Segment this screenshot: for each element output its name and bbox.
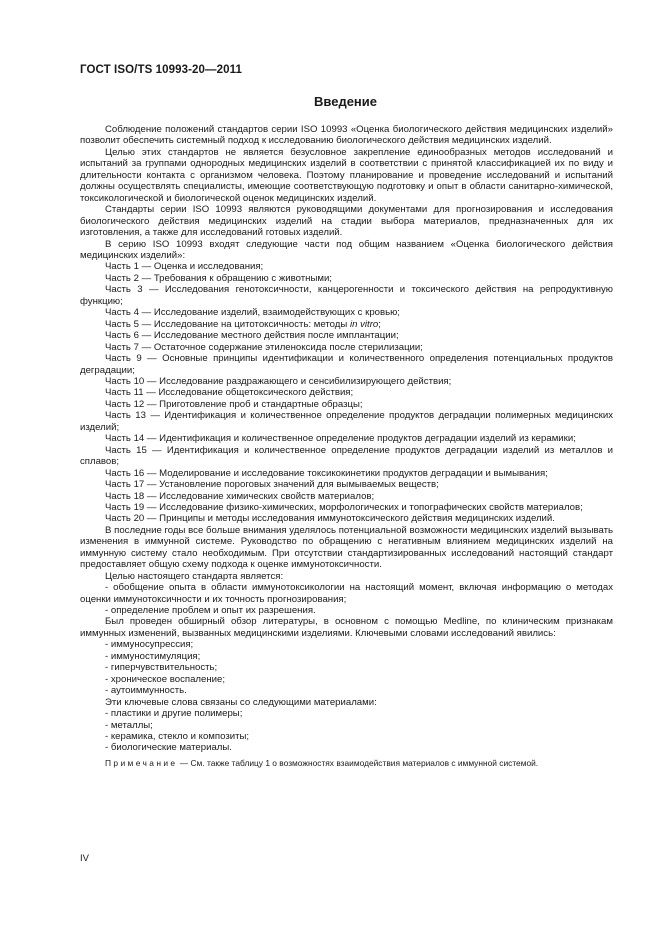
note-label: Примечание (105, 757, 178, 768)
paragraph: Часть 1 — Оценка и исследования; (105, 261, 264, 273)
paragraph: Часть 14 — Идентификация и количественное определение продуктов деградации изделий из керамики; (105, 433, 576, 445)
paragraph: Часть 6 — Исследование местного действия после имплантации; (105, 330, 399, 342)
page-number: IV (80, 853, 89, 864)
note-text: — См. также таблицу 1 о возможностях взаимодействия материалов с иммунной системой. (177, 757, 539, 768)
paragraph: - металлы; (105, 719, 153, 731)
paragraph: Часть 17 — Установление пороговых значений для вымываемых веществ; (105, 479, 439, 491)
section-title: Введение (314, 94, 377, 109)
paragraph: Часть 19 — Исследование физико-химических, морфологических и топографических свойств материалов; (105, 501, 583, 513)
paragraph: Часть 7 — Остаточное содержание этиленоксида после стерилизации; (105, 341, 423, 353)
paragraph: Часть 3 — Исследования генотоксичности, канцерогенности и токсического действия на репродуктивную функцию; (80, 284, 613, 307)
paragraph: Целью настоящего стандарта является: (105, 570, 284, 582)
paragraph: Стандарты серии ISO 10993 являются руководящими документами для прогнозирования и исследования биологического действия медицинских изделий на стадии выбора материалов, предназначенных для их изготовления, а также для исследований готовых изделий. (80, 204, 613, 239)
italic-term: in vitro (349, 318, 379, 330)
document-body (80, 124, 613, 769)
paragraph: - гиперчувствительность; (105, 662, 218, 674)
paragraph: Был проведен обширный обзор литературы, в основном с помощью Medline, по клиническим признакам иммунных изменений, вызванных медицинскими изделиями. Ключевыми словами исследований явились: (80, 616, 613, 639)
paragraph: Часть 18 — Исследование химических свойств материалов; (105, 490, 375, 502)
paragraph: - пластики и другие полимеры; (105, 708, 243, 720)
paragraph: Часть 15 — Идентификация и количественное определение продуктов деградации изделий из металлов и сплавов; (80, 444, 613, 468)
paragraph: Часть 9 — Основные принципы идентификации и количественного определения потенциальных продуктов деградации; (80, 353, 613, 376)
paragraph: Часть 20 — Принципы и методы исследования иммунотоксического действия медицинских изделий. (105, 513, 555, 525)
paragraph: Часть 2 — Требования к обращению с животными; (105, 272, 332, 284)
paragraph: - хроническое воспаление; (105, 673, 226, 685)
paragraph: - иммуносупрессия; (105, 639, 194, 651)
paragraph: Часть 16 — Моделирование и исследование токсикокинетики продуктов деградации и вымывания; (105, 467, 548, 479)
paragraph: Часть 4 — Исследование изделий, взаимодействующих с кровью; (105, 307, 400, 319)
paragraph: В последние годы все больше внимания уделялось потенциальной возможности медицинских изделий вызывать изменения в иммунной системе. Руководство по обращению с негативным влиянием медицинских изделий на иммунную систему стало необходимым. При отсутствии стандартизированных исследований настоящий стандарт предоставляет общую схему подхода к оценке иммунотоксичности. (80, 524, 613, 571)
document-header: ГОСТ ISO/TS 10993-20—2011 (80, 64, 242, 76)
paragraph: Целью этих стандартов не является безусловное закрепление единообразных методов исследований и испытаний за группами однородных медицинских изделий в соответствии с принятой классификацией их по виду и длительности контакта с организмом человека. Поэтому планирование и проведение исследований и испытаний должны осуществлять специалисты, имеющие соответствующую подготовку и опыт в области санитарно-химической, токсикологической и биологической оценок медицинских изделий. (80, 146, 613, 204)
paragraph: Эти ключевые слова связаны со следующими материалами: (105, 696, 377, 708)
paragraph: В серию ISO 10993 входят следующие части под общим названием «Оценка биологического действия медицинских изделий»: (80, 238, 613, 261)
paragraph: - обобщение опыта в области иммунотоксикологии на настоящий момент, включая информацию о методах оценки иммунотоксичности и их точность прогнозирования; (80, 582, 613, 605)
paragraph: - керамика, стекло и композиты; (105, 731, 250, 743)
paragraph: Часть 5 — Исследование на цитотоксичность: методы in vitro; (105, 318, 381, 330)
note (80, 758, 613, 769)
paragraph: - аутоиммунность. (105, 685, 187, 697)
paragraph: - биологические материалы. (105, 742, 232, 754)
paragraph: Часть 11 — Исследование общетоксического действия; (105, 387, 354, 399)
paragraph: Часть 13 — Идентификация и количественное определение продуктов деградации полимерных медицинских изделий; (80, 410, 613, 433)
paragraph: Часть 12 — Приготовление проб и стандартные образцы; (105, 398, 363, 410)
paragraph: - иммуностимуляция; (105, 650, 201, 662)
paragraph: - определение проблем и опыт их разрешения. (105, 605, 316, 617)
paragraph: Соблюдение положений стандартов серии ISO 10993 «Оценка биологического действия медицинских изделий» позволит обеспечить системный подход к исследованию биологического действия медицинских изделий. (80, 124, 613, 147)
paragraph: Часть 10 — Исследование раздражающего и сенсибилизирующего действия; (105, 375, 452, 387)
